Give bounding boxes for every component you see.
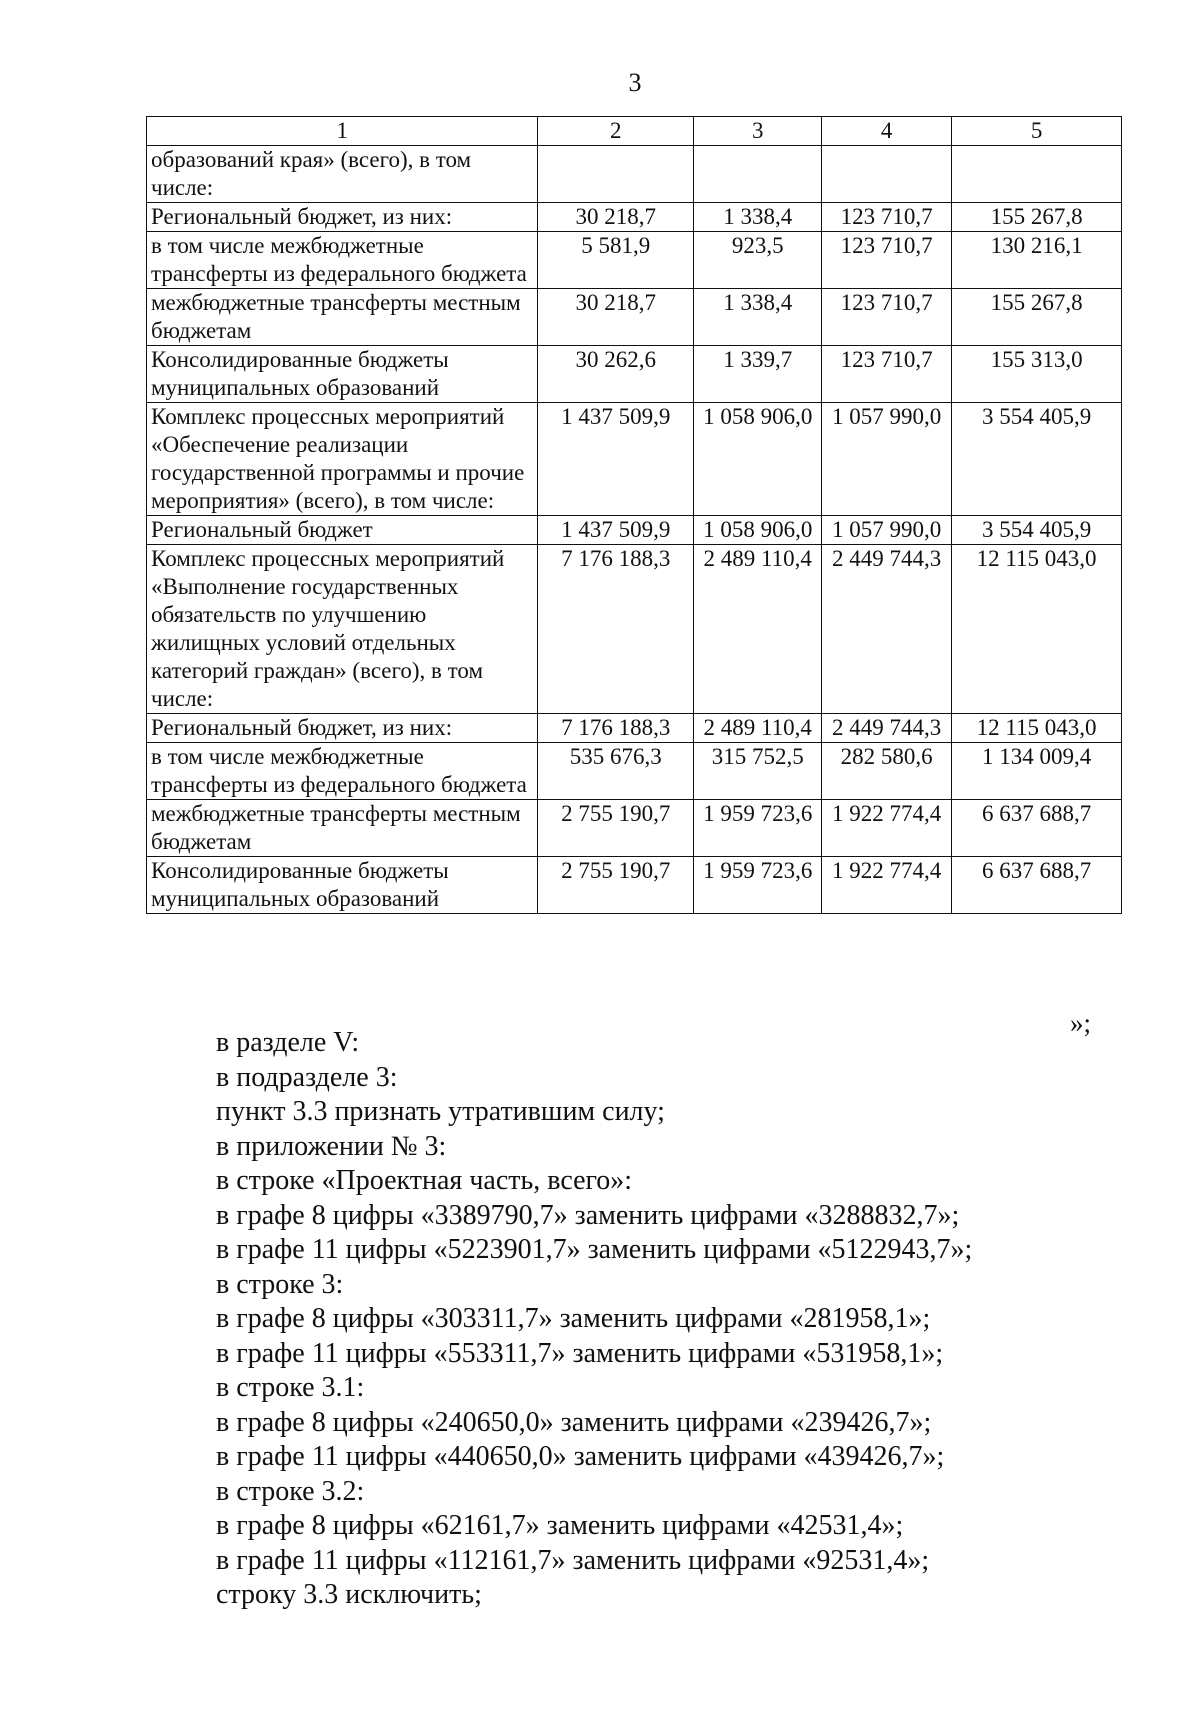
row-label: Региональный бюджет, из них: bbox=[147, 203, 538, 232]
row-value: 2 755 190,7 bbox=[538, 857, 694, 914]
instruction-line: в приложении № 3: bbox=[216, 1130, 447, 1162]
instruction-line: в графе 11 цифры «553311,7» заменить цифрами «531958,1»; bbox=[216, 1337, 944, 1369]
row-value: 5 581,9 bbox=[538, 232, 694, 289]
row-value: 12 115 043,0 bbox=[952, 714, 1122, 743]
row-label: в том числе межбюджетные трансферты из федерального бюджета bbox=[147, 232, 538, 289]
row-value: 1 057 990,0 bbox=[822, 403, 952, 516]
instruction-line: в строке 3: bbox=[216, 1268, 344, 1300]
column-header: 3 bbox=[694, 117, 822, 146]
amendment-instructions bbox=[216, 1026, 972, 1613]
row-value: 1 134 009,4 bbox=[952, 743, 1122, 800]
row-value: 1 959 723,6 bbox=[694, 857, 822, 914]
row-value: 123 710,7 bbox=[822, 203, 952, 232]
instruction-line: строку 3.3 исключить; bbox=[216, 1579, 482, 1610]
row-value: 2 489 110,4 bbox=[694, 714, 822, 743]
table-row bbox=[147, 516, 1122, 545]
instruction-line: в графе 8 цифры «3389790,7» заменить цифрами «3288832,7»; bbox=[216, 1199, 960, 1231]
row-value: 3 554 405,9 bbox=[952, 403, 1122, 516]
table-row bbox=[147, 545, 1122, 714]
instruction-line: в строке «Проектная часть, всего»: bbox=[216, 1165, 633, 1196]
table-header-row bbox=[147, 117, 1122, 146]
row-label: Консолидированные бюджеты муниципальных образований bbox=[147, 346, 538, 403]
page-number: 3 bbox=[628, 68, 642, 97]
table-row bbox=[147, 146, 1122, 203]
row-value bbox=[952, 146, 1122, 203]
row-value: 535 676,3 bbox=[538, 743, 694, 800]
table-row bbox=[147, 232, 1122, 289]
instruction-line: в строке 3.1: bbox=[216, 1372, 365, 1403]
row-value: 1 959 723,6 bbox=[694, 800, 822, 857]
instruction-line: в строке 3.2: bbox=[216, 1475, 365, 1507]
instruction-line: в графе 11 цифры «440650,0» заменить цифрами «439426,7»; bbox=[216, 1441, 945, 1472]
row-label: образований края» (всего), в том числе: bbox=[147, 146, 538, 203]
instruction-line: в графе 11 цифры «5223901,7» заменить цифрами «5122943,7»; bbox=[216, 1234, 973, 1265]
closing-quote: »; bbox=[1070, 1008, 1092, 1038]
instruction-line: в разделе V: bbox=[216, 1027, 360, 1058]
column-header: 1 bbox=[147, 117, 538, 146]
row-value: 1 922 774,4 bbox=[822, 800, 952, 857]
row-value: 7 176 188,3 bbox=[538, 545, 694, 714]
row-value: 155 313,0 bbox=[952, 346, 1122, 403]
row-label: Консолидированные бюджеты муниципальных образований bbox=[147, 857, 538, 914]
row-value: 1 057 990,0 bbox=[822, 516, 952, 545]
instruction-line: в графе 8 цифры «62161,7» заменить цифрами «42531,4»; bbox=[216, 1510, 904, 1541]
table-row bbox=[147, 403, 1122, 516]
row-label: Комплекс процессных мероприятий «Обеспечение реализации государственной программы и прочие мероприятия» (всего), в том числе: bbox=[147, 403, 538, 516]
table-row bbox=[147, 289, 1122, 346]
row-value: 6 637 688,7 bbox=[952, 800, 1122, 857]
row-value: 3 554 405,9 bbox=[952, 516, 1122, 545]
budget-table bbox=[146, 116, 1122, 914]
row-label: межбюджетные трансферты местным бюджетам bbox=[147, 289, 538, 346]
instruction-line: в подразделе 3: bbox=[216, 1061, 398, 1093]
instruction-line: в графе 8 цифры «303311,7» заменить цифрами «281958,1»; bbox=[216, 1303, 931, 1334]
row-value: 155 267,8 bbox=[952, 203, 1122, 232]
row-label: Региональный бюджет bbox=[147, 516, 538, 545]
row-value: 12 115 043,0 bbox=[952, 545, 1122, 714]
row-value bbox=[694, 146, 822, 203]
row-value: 1 058 906,0 bbox=[694, 403, 822, 516]
row-value: 1 339,7 bbox=[694, 346, 822, 403]
table-row bbox=[147, 857, 1122, 914]
row-value: 30 218,7 bbox=[538, 203, 694, 232]
row-value: 6 637 688,7 bbox=[952, 857, 1122, 914]
row-value: 282 580,6 bbox=[822, 743, 952, 800]
row-value: 923,5 bbox=[694, 232, 822, 289]
row-value: 1 437 509,9 bbox=[538, 403, 694, 516]
row-value: 130 216,1 bbox=[952, 232, 1122, 289]
row-value: 1 338,4 bbox=[694, 203, 822, 232]
column-header: 4 bbox=[822, 117, 952, 146]
row-value: 1 922 774,4 bbox=[822, 857, 952, 914]
instruction-line: в графе 11 цифры «112161,7» заменить цифрами «92531,4»; bbox=[216, 1544, 930, 1576]
row-value: 30 262,6 bbox=[538, 346, 694, 403]
table-row bbox=[147, 203, 1122, 232]
row-value: 1 338,4 bbox=[694, 289, 822, 346]
table-row bbox=[147, 346, 1122, 403]
row-value bbox=[538, 146, 694, 203]
instruction-line: в графе 8 цифры «240650,0» заменить цифрами «239426,7»; bbox=[216, 1406, 932, 1438]
row-value: 2 489 110,4 bbox=[694, 545, 822, 714]
row-value: 123 710,7 bbox=[822, 289, 952, 346]
row-label: Комплекс процессных мероприятий «Выполнение государственных обязательств по улучшению жилищных условий отдельных категорий граждан» (всего), в том числе: bbox=[147, 545, 538, 714]
row-value: 7 176 188,3 bbox=[538, 714, 694, 743]
table-body bbox=[147, 146, 1122, 914]
instruction-line: пункт 3.3 признать утратившим силу; bbox=[216, 1096, 665, 1127]
table-row bbox=[147, 743, 1122, 800]
row-value: 123 710,7 bbox=[822, 346, 952, 403]
row-value: 315 752,5 bbox=[694, 743, 822, 800]
row-value: 2 449 744,3 bbox=[822, 714, 952, 743]
row-label: в том числе межбюджетные трансферты из федерального бюджета bbox=[147, 743, 538, 800]
row-value bbox=[822, 146, 952, 203]
row-value: 123 710,7 bbox=[822, 232, 952, 289]
table-row bbox=[147, 714, 1122, 743]
row-value: 2 755 190,7 bbox=[538, 800, 694, 857]
table-row bbox=[147, 800, 1122, 857]
row-value: 155 267,8 bbox=[952, 289, 1122, 346]
row-value: 2 449 744,3 bbox=[822, 545, 952, 714]
column-header: 2 bbox=[538, 117, 694, 146]
row-label: межбюджетные трансферты местным бюджетам bbox=[147, 800, 538, 857]
row-value: 1 437 509,9 bbox=[538, 516, 694, 545]
column-header: 5 bbox=[952, 117, 1122, 146]
row-label: Региональный бюджет, из них: bbox=[147, 714, 538, 743]
row-value: 30 218,7 bbox=[538, 289, 694, 346]
row-value: 1 058 906,0 bbox=[694, 516, 822, 545]
